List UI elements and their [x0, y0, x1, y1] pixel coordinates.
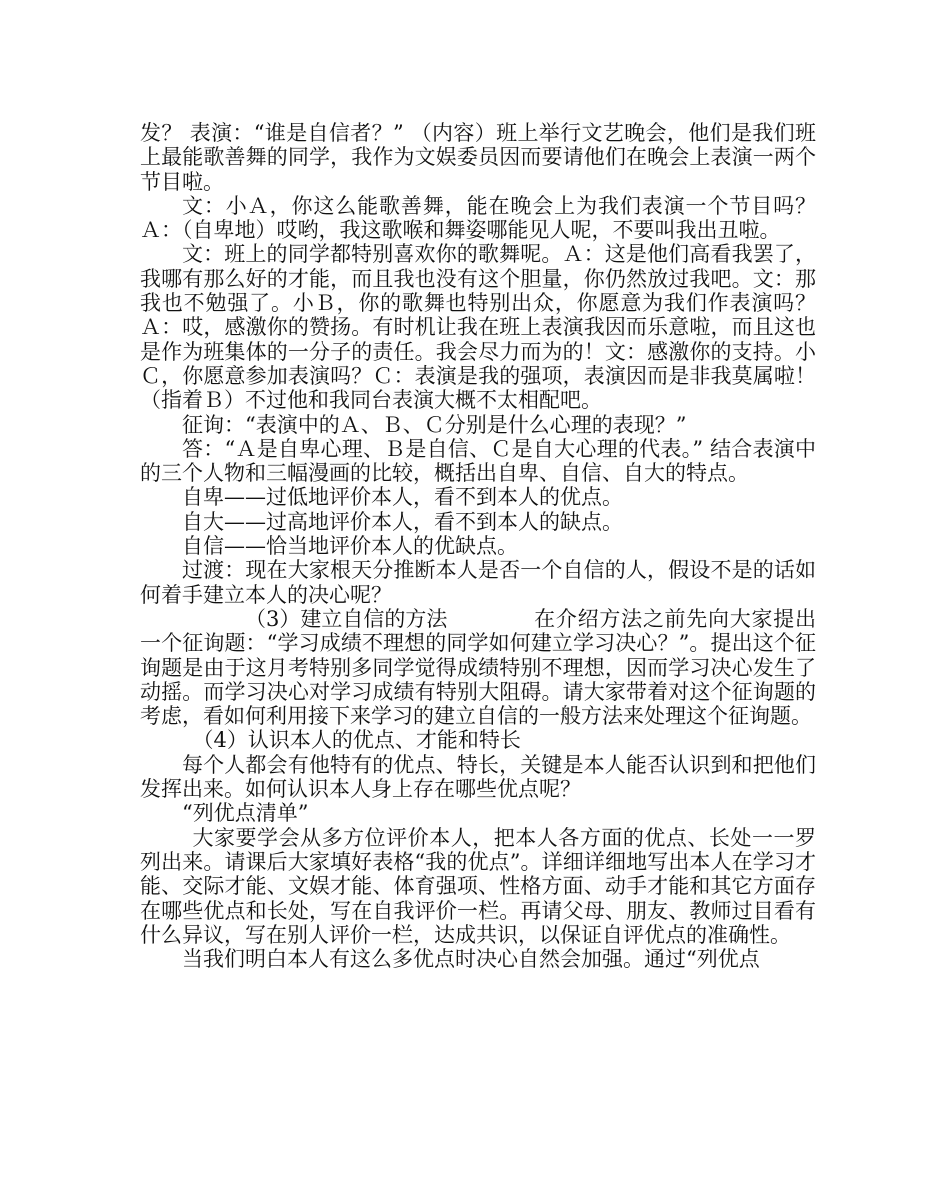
- paragraph-section-3: [140, 607, 816, 728]
- definition-inferiority: 自卑——过低地评价本人，看不到本人的优点。: [182, 485, 623, 510]
- section-4-heading: （4）认识本人的优点、才能和特长: [192, 728, 521, 753]
- paragraph-strengths-list: 大家要学会从多方位评价本人，把本人各方面的优点、长处一一罗列出来。请课后大家填好表格“我的优点”。详细详细地写出本人在学习才能、交际才能、文娱才能、体育强项、性格方面、动手才能和其它方面存在哪些优点和长处，写在自我评价一栏。再请父母、朋友、教师过目看有什么异议，写在别人评价一栏，达成共识，以保证自评优点的准确性。: [140, 825, 816, 947]
- paragraph-dialogue-b-c: 文：班上的同学都特别喜欢你的歌舞呢。Ａ：这是他们高看我罢了，我哪有那么好的才能，而且我也没有这个胆量，你仍然放过我吧。文：那我也不勉强了。小Ｂ，你的歌舞也特别出众，你愿意为我们作表演吗？Ａ：哎，感激你的赞扬。有时机让我在班上表演我因而乐意啦，而且这也是作为班集体的一分子的责任。我会尽力而为的！文：感激你的支持。小Ｃ，你愿意参加表演吗？Ｃ：表演是我的强项，表演因而是非我莫属啦！（指着Ｂ）不过他和我同台表演大概不太相配吧。: [140, 242, 816, 413]
- paragraph-strengths: 每个人都会有他特有的优点、特长，关键是本人能否认识到和把他们发挥出来。如何认识本人身上存在哪些优点呢？: [140, 752, 816, 802]
- definition-arrogance: 自大——过高地评价本人，看不到本人的缺点。: [182, 509, 623, 534]
- paragraph-dialogue-a: 文：小Ａ，你这么能歌善舞，能在晚会上为我们表演一个节目吗？Ａ：（自卑地）哎哟，我这歌喉和舞姿哪能见人呢，不要叫我出丑啦。: [140, 193, 816, 243]
- strengths-list-heading: “列优点清单”: [182, 801, 309, 826]
- paragraph-question: 征询：“表演中的Ａ、Ｂ、Ｃ分别是什么心理的表现？”: [182, 412, 687, 437]
- paragraph-performance-intro: 发？ 表演：“谁是自信者？” （内容）班上举行文艺晚会，他们是我们班上最能歌善舞的同学，我作为文娱委员因而要请他们在晚会上表演一两个节目啦。: [140, 121, 816, 194]
- definition-confidence: 自信——恰当地评价本人的优缺点。: [182, 534, 518, 559]
- paragraph-conclusion: 当我们明白本人有这么多优点时决心自然会加强。通过“列优点: [182, 947, 760, 972]
- paragraph-transition: 过渡：现在大家根天分推断本人是否一个自信的人，假设不是的话如何着手建立本人的决心呢？: [140, 558, 816, 607]
- paragraph-answer: 答：“Ａ是自卑心理、Ｂ是自信、Ｃ是自大心理的代表。” 结合表演中的三个人物和三幅漫画的比较，概括出自卑、自信、自大的特点。: [140, 436, 816, 486]
- section-3-heading: （3）建立自信的方法: [245, 606, 448, 631]
- document-page: [140, 121, 816, 971]
- section-3-body: 在介绍方法之前先向大家提出一个征询题：“学习成绩不理想的同学如何建立学习决心？”。提出这个征询题是由于这月考特别多同学觉得成绩特别不理想，因而学习决心发生了动摇。而学习决心对学习成绩有特别大阻碍。请大家带着对这个征询题的考虑，看如何利用接下来学习的建立自信的一般方法来处理这个征询题。: [140, 606, 816, 729]
